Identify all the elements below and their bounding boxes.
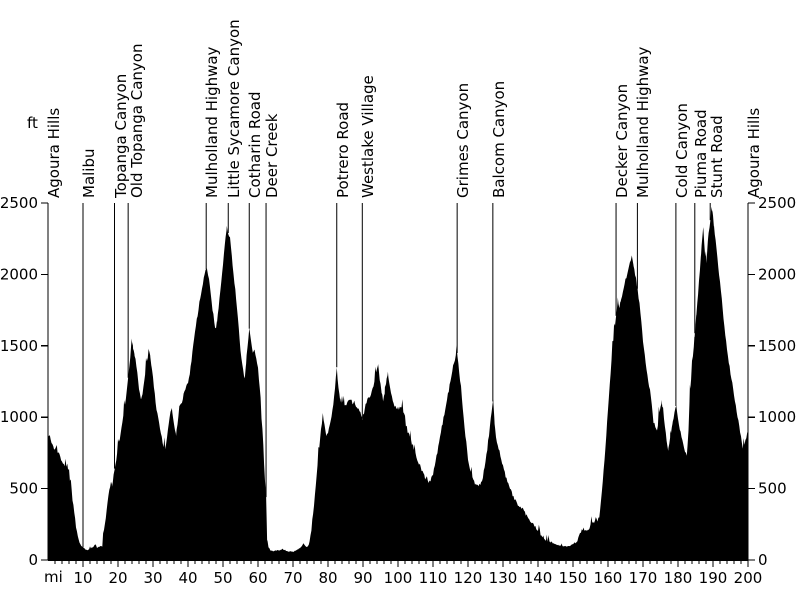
waypoint-label: Grimes Canyon — [454, 82, 473, 198]
x-tick-label: 50 — [213, 569, 233, 587]
waypoint-label: Old Topanga Canyon — [128, 43, 146, 198]
waypoint-label: Topanga Canyon — [111, 73, 130, 198]
waypoint-label: Westlake Village — [359, 75, 378, 198]
x-tick-label: 120 — [453, 569, 483, 587]
x-tick-label: 170 — [628, 569, 658, 587]
waypoint-label: Mulholland Highway — [203, 46, 222, 198]
x-tick-label: 150 — [558, 569, 588, 587]
x-tick-label: 140 — [523, 569, 553, 587]
waypoint-label: Little Sycamore Canyon — [225, 19, 244, 198]
x-tick-label: 40 — [178, 569, 198, 587]
y-tick-label-right: 2500 — [758, 194, 797, 212]
x-tick-label: 190 — [698, 569, 728, 587]
x-tick-label: 10 — [73, 569, 93, 587]
waypoint-label: Cotharin Road — [246, 91, 265, 198]
y-tick-label-right: 1000 — [758, 408, 797, 427]
waypoint-label: Malibu — [80, 148, 98, 198]
waypoint-label: Stunt Road — [708, 115, 727, 198]
waypoint-label: Decker Canyon — [613, 83, 632, 198]
y-tick-label-left: 500 — [9, 479, 38, 498]
x-tick-label: 200 — [733, 569, 763, 587]
y-tick-label-left: 0 — [28, 551, 38, 569]
x-tick-label: 110 — [418, 569, 448, 587]
y-tick-label-left: 1000 — [0, 408, 38, 427]
x-tick-label: 160 — [593, 569, 623, 587]
waypoint-label: Deer Creek — [263, 113, 282, 198]
waypoint-label: Balcom Canyon — [489, 80, 508, 198]
y-tick-label-right: 500 — [758, 479, 787, 498]
y-tick-label-right: 1500 — [758, 336, 797, 355]
x-tick-label: 30 — [143, 569, 163, 587]
waypoint-label: Piuma Road — [691, 109, 710, 198]
x-tick-label: 60 — [248, 569, 268, 587]
y-tick-label-left: 1500 — [0, 336, 38, 355]
x-tick-label: 130 — [488, 569, 518, 587]
waypoint-label: Agoura Hills — [45, 107, 63, 198]
waypoint-label: Mulholland Highway — [634, 46, 653, 198]
x-tick-label: 90 — [353, 569, 373, 587]
x-tick-label: 70 — [283, 569, 303, 587]
y-tick-label-right: 0 — [758, 551, 768, 569]
y-tick-label-left: 2500 — [0, 194, 38, 212]
elevation-area — [48, 207, 748, 560]
x-tick-label: 100 — [383, 569, 413, 587]
y-tick-label-left: 2000 — [0, 265, 38, 284]
x-tick-label: 80 — [318, 569, 338, 587]
y-axis-unit-label: ft — [27, 114, 38, 132]
x-tick-label: 20 — [108, 569, 128, 587]
y-tick-label-right: 2000 — [758, 265, 797, 284]
x-axis-unit-label: mi — [44, 568, 63, 586]
waypoint-label: Potrero Road — [333, 101, 352, 198]
waypoint-label: Agoura Hills — [745, 107, 763, 198]
waypoint-label: Cold Canyon — [672, 103, 691, 198]
x-tick-label: 180 — [663, 569, 693, 587]
